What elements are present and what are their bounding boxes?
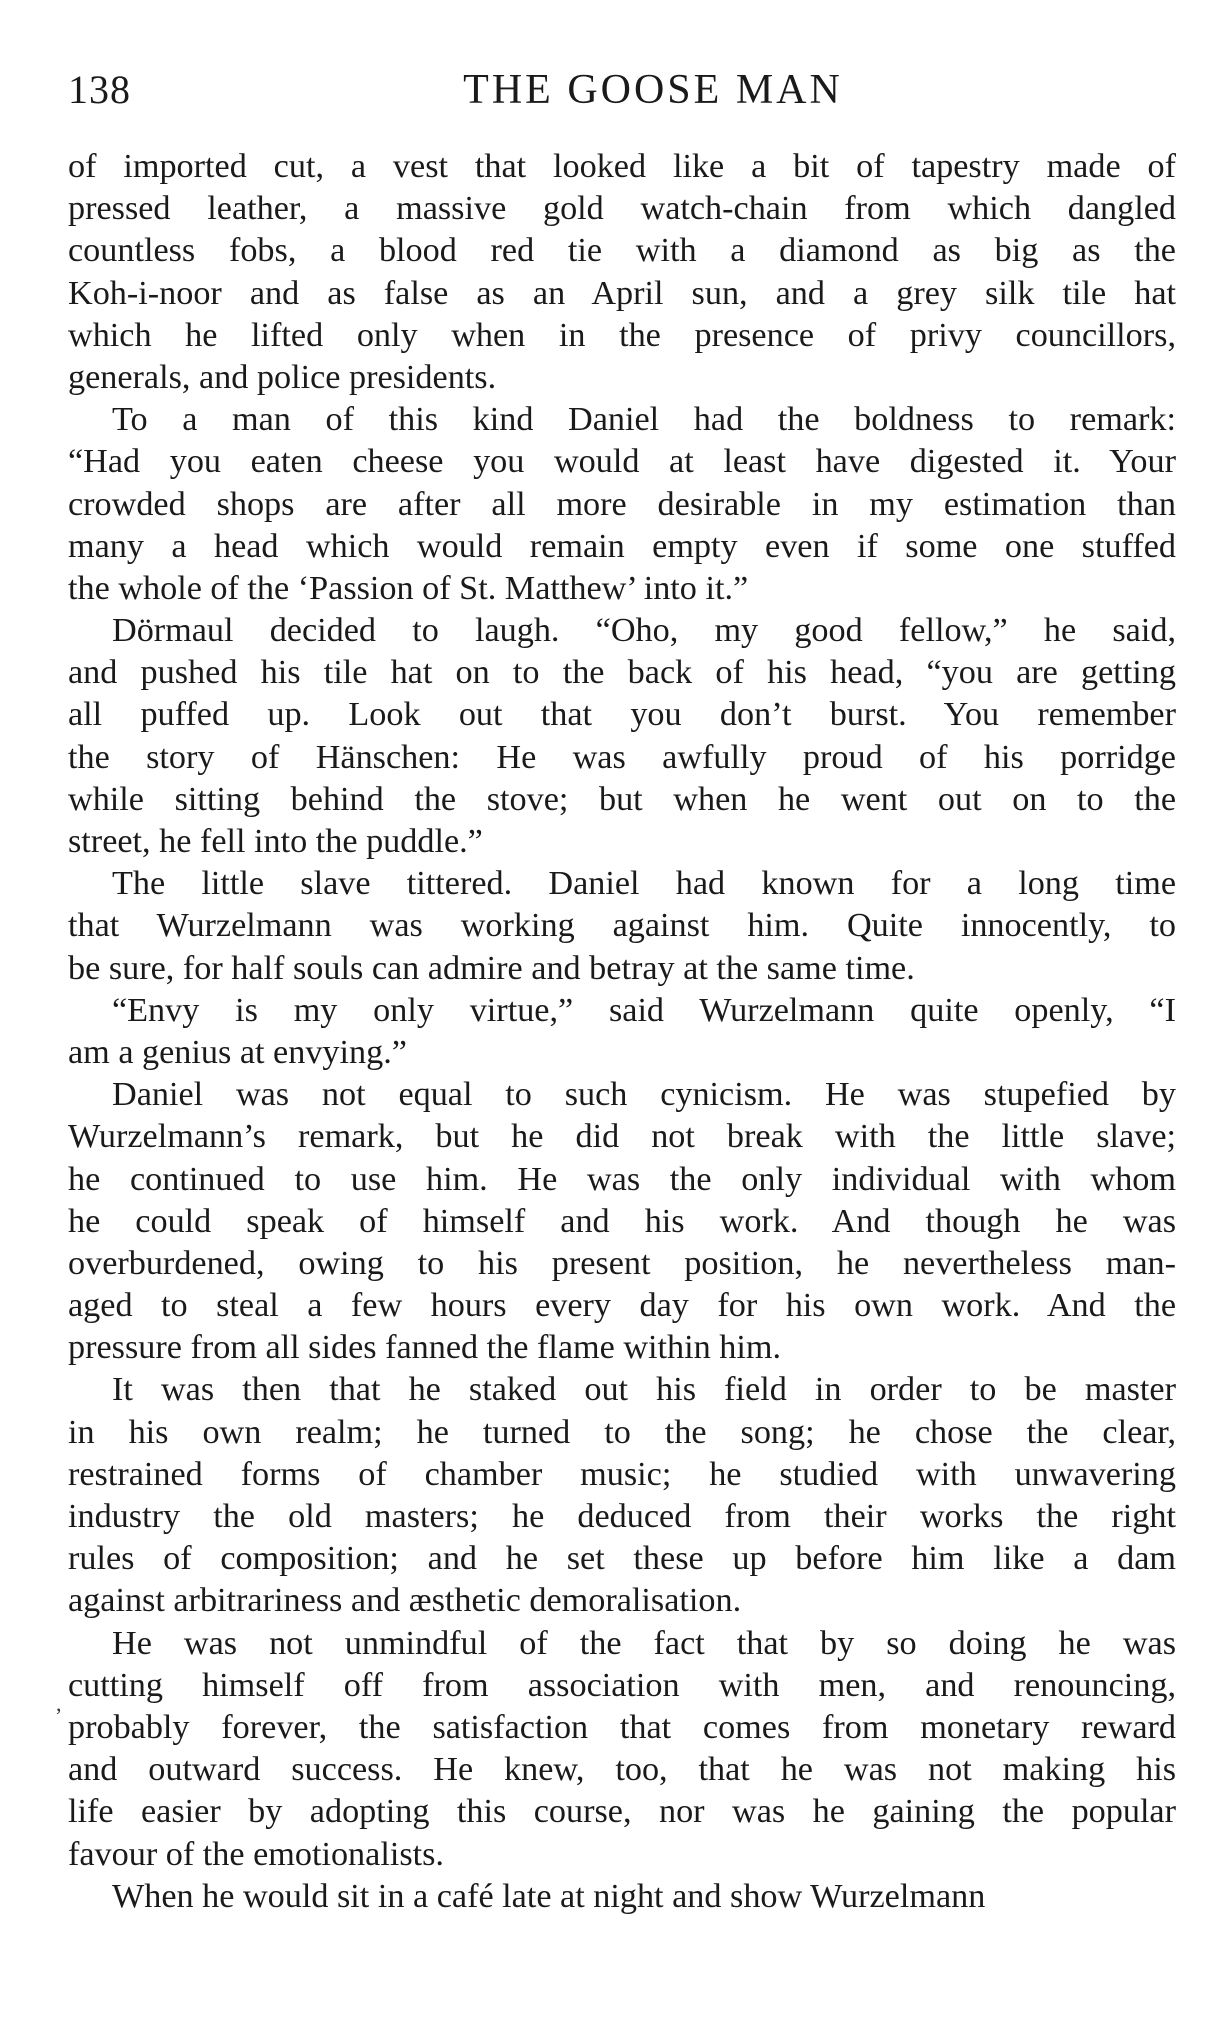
body-text [68,146,1176,1918]
running-title: THE GOOSE MAN [463,67,843,113]
text-line: of imported cut, a vest that looked like a bit of tapestry made of [68,148,1176,185]
text-line: restrained forms of chamber music; he studied with unwavering [68,1455,1176,1493]
paragraph [68,1876,1176,1918]
text-line: industry the old masters; he deduced from their works the right [68,1498,1176,1535]
page-header [68,60,1178,120]
text-line: rules of composition; and he set these up before him like a dam [68,1540,1176,1578]
text-line: “Had you eaten cheese you would at least have digested it. Your [68,443,1176,481]
paragraph [68,399,1176,610]
text-line: he continued to use him. He was the only individual with whom [68,1160,1176,1198]
paragraph [68,1074,1176,1369]
text-line: and pushed his tile hat on to the back of his head, “you are getting [68,654,1176,692]
text-line: and outward success. He knew, too, that he was not making his [68,1751,1176,1789]
text-line: overburdened, owing to his present position, he nevertheless man- [68,1244,1176,1282]
text-line: aged to steal a few hours every day for his own work. And the [68,1287,1176,1325]
text-line: life easier by adopting this course, nor was he gaining the popular [68,1793,1176,1831]
paragraph [68,1623,1176,1876]
page-number: 138 [68,67,131,112]
text-line: that Wurzelmann was working against him. Quite innocently, to [68,907,1176,945]
text-line: generals, and police presidents. [68,358,497,396]
paragraph [68,1369,1176,1622]
text-line: in his own realm; he turned to the song; he chose the clear, [68,1413,1176,1451]
margin-mark: , [56,1691,62,1716]
text-line: pressed leather, a massive gold watch-chain from which dangled [68,190,1176,228]
text-line: probably forever, the satisfaction that comes from monetary reward [68,1708,1176,1746]
text-line: countless fobs, a blood red tie with a diamond as big as the [68,232,1176,270]
text-line: all puffed up. Look out that you don’t burst. You remember [68,696,1176,734]
text-line: Koh-i-noor and as false as an April sun, and a grey silk tile hat [68,274,1176,312]
text-line: am a genius at envying.” [68,1033,407,1071]
text-line: many a head which would remain empty even if some one stuffed [68,527,1176,565]
text-line: Dörmaul decided to laugh. “Oho, my good fellow,” he said, [112,612,1176,650]
text-line: To a man of this kind Daniel had the boldness to remark: [112,401,1176,439]
text-line: The little slave tittered. Daniel had known for a long time [112,865,1176,903]
text-line: street, he fell into the puddle.” [68,823,483,860]
text-line: “Envy is my only virtue,” said Wurzelmann quite openly, “I [112,991,1176,1029]
text-line: Wurzelmann’s remark, but he did not break with the little slave; [68,1118,1176,1156]
text-line: Daniel was not equal to such cynicism. He was stupefied by [112,1076,1176,1114]
text-line: He was not unmindful of the fact that by so doing he was [112,1624,1176,1662]
text-line: against arbitrariness and æsthetic demoralisation. [68,1582,742,1620]
text-line: When he would sit in a café late at night and show Wurzelmann [112,1877,986,1915]
text-line: It was then that he staked out his field in order to be master [112,1371,1176,1409]
paragraph [68,863,1176,990]
text-line: he could speak of himself and his work. And though he was [68,1202,1176,1240]
paragraph [68,146,1176,399]
text-line: be sure, for half souls can admire and betray at the same time. [68,949,915,987]
text-line: crowded shops are after all more desirable in my estimation than [68,485,1176,523]
text-line: cutting himself off from association with men, and renouncing, [68,1666,1176,1704]
text-line: the story of Hänschen: He was awfully proud of his porridge [68,738,1176,776]
text-line: the whole of the ‘Passion of St. Matthew’ into it.” [68,569,749,607]
text-line: favour of the emotionalists. [68,1835,444,1873]
text-line: pressure from all sides fanned the flame within him. [68,1329,781,1367]
text-line: which he lifted only when in the presence of privy councillors, [68,316,1176,354]
paragraph [68,610,1176,863]
text-line: while sitting behind the stove; but when he went out on to the [68,780,1176,818]
paragraph [68,990,1176,1074]
